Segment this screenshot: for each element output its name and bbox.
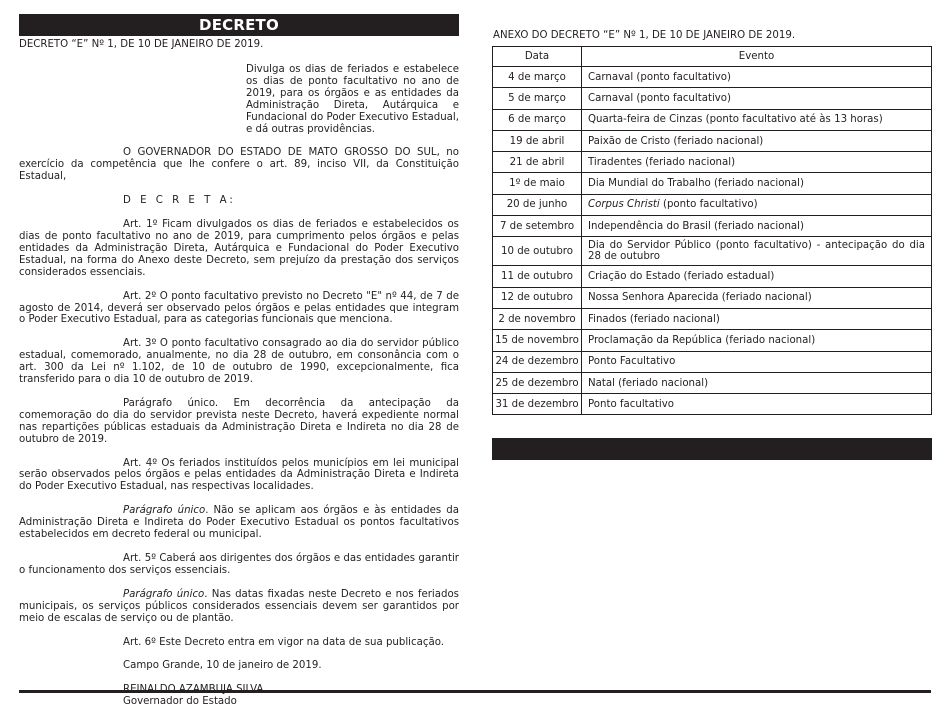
bottom-rule [19, 690, 931, 693]
decree-summary: Divulga os dias de feriados e estabelece os dias de ponto facultativo no ano de 2019, para os órgãos e as entidades da Administração Direta, Autárquica e Fundacional do Poder Executivo Estadual, e dá outras providências. [246, 64, 459, 135]
table-row [493, 330, 932, 351]
cell-event: Quarta-feira de Cinzas (ponto facultativo até às 13 horas) [582, 109, 932, 130]
table-row [493, 351, 932, 372]
table-row [493, 394, 932, 415]
table-row [493, 109, 932, 130]
table-row [493, 173, 932, 194]
cell-event: Nossa Senhora Aparecida (feriado nacional) [582, 287, 932, 308]
cell-event: Tiradentes (feriado nacional) [582, 152, 932, 173]
cell-event: Carnaval (ponto facultativo) [582, 67, 932, 88]
cell-date: 7 de setembro [493, 216, 582, 237]
cell-date: 11 de outubro [493, 266, 582, 287]
table-row [493, 130, 932, 151]
cell-date: 2 de novembro [493, 308, 582, 329]
article-5-paragraph [19, 589, 459, 625]
cell-event: Ponto Facultativo [582, 351, 932, 372]
annex-title: ANEXO DO DECRETO “E” Nº 1, DE 10 DE JANEIRO DE 2019. [493, 30, 796, 41]
signer-title: Governador do Estado [123, 696, 237, 708]
event-text: (ponto facultativo) [659, 199, 758, 211]
table-row [493, 88, 932, 109]
cell-date: 25 de dezembro [493, 372, 582, 393]
article-5: Art. 5º Caberá aos dirigentes dos órgãos e das entidades garantir o funcionamento dos serviços essenciais. [19, 553, 459, 576]
cell-date: 10 de outubro [493, 237, 582, 266]
table-row [493, 216, 932, 237]
annex-column [492, 30, 932, 415]
decree-preamble: O GOVERNADOR DO ESTADO DE MATO GROSSO DO SUL, no exercício da competência que lhe confere o art. 89, inciso VII, da Constituição Estadual, [19, 147, 459, 183]
cell-event: Ponto facultativo [582, 394, 932, 415]
table-row [493, 237, 932, 266]
table-row [493, 287, 932, 308]
table-header-row [493, 47, 932, 67]
cell-event [582, 194, 932, 215]
event-italic-text: Corpus Christi [588, 199, 660, 211]
cell-date: 20 de junho [493, 194, 582, 215]
cell-date: 12 de outubro [493, 287, 582, 308]
cell-date: 5 de março [493, 88, 582, 109]
article-2: Art. 2º O ponto facultativo previsto no Decreto "E" nº 44, de 7 de agosto de 2014, deverá ser observado pelos órgãos e pelas entidades que integram o Poder Executivo Estadual, para as categorias funcionais que menciona. [19, 290, 459, 326]
cell-event: Finados (feriado nacional) [582, 308, 932, 329]
paragraph-label: Parágrafo único [123, 505, 206, 517]
article-6: Art. 6º Este Decreto entra em vigor na data de sua publicação. [123, 636, 444, 648]
cell-event: Paixão de Cristo (feriado nacional) [582, 130, 932, 151]
table-row [493, 194, 932, 215]
column-header-event: Evento [582, 47, 932, 67]
cell-event: Proclamação da República (feriado nacional) [582, 330, 932, 351]
cell-event: Dia Mundial do Trabalho (feriado nacional) [582, 173, 932, 194]
holidays-table [492, 46, 932, 415]
paragraph-label: Parágrafo único [123, 588, 205, 600]
cell-event: Independência do Brasil (feriado nacional) [582, 216, 932, 237]
decree-column [19, 14, 459, 708]
decree-number: DECRETO “E” Nº 1, DE 10 DE JANEIRO DE 2019. [19, 39, 264, 50]
paragraph-text: . Não se aplicam aos órgãos e às entidades da Administração Direta e Indireta do Poder Executivo Estadual os pontos facultativos estabelecidos em decreto federal ou municipal. [19, 505, 459, 541]
cell-event: Natal (feriado nacional) [582, 372, 932, 393]
table-row [493, 308, 932, 329]
paragraph-text: . Nas datas fixadas neste Decreto e nos feriados municipais, os serviços públicos considerados essenciais devem ser garantidos por meio de escalas de serviço ou de plantão. [19, 588, 459, 624]
section-divider-bar [492, 438, 932, 460]
cell-event: Carnaval (ponto facultativo) [582, 88, 932, 109]
cell-date: 24 de dezembro [493, 351, 582, 372]
table-row [493, 67, 932, 88]
article-4-paragraph [19, 505, 459, 541]
cell-date: 21 de abril [493, 152, 582, 173]
table-row [493, 266, 932, 287]
section-title-bar: DECRETO [19, 14, 459, 36]
place-date: Campo Grande, 10 de janeiro de 2019. [123, 660, 322, 672]
cell-event: Dia do Servidor Público (ponto facultativo) - antecipação do dia 28 de outubro [582, 237, 932, 266]
table-row [493, 372, 932, 393]
cell-date: 6 de março [493, 109, 582, 130]
cell-date: 4 de março [493, 67, 582, 88]
article-3-paragraph: Parágrafo único. Em decorrência da antecipação da comemoração do dia do servidor prevista neste Decreto, haverá expediente normal nas repartições públicas estaduais da Administração Direta e Indireta no dia 28 de outubro de 2019. [19, 397, 459, 445]
article-3: Art. 3º O ponto facultativo consagrado ao dia do servidor público estadual, comemorado, anualmente, no dia 28 de outubro, em consonância com o art. 300 da Lei nº 1.102, de 10 de outubro de 1990, excepcionalmente, fica transferido para o dia 10 de outubro de 2019. [19, 338, 459, 386]
cell-date: 31 de dezembro [493, 394, 582, 415]
article-4: Art. 4º Os feriados instituídos pelos municípios em lei municipal serão observados pelos órgãos e pelas entidades da Administração Direta e Indireta do Poder Executivo Estadual, nas respectivas localidades. [19, 457, 459, 493]
decreta-heading: D E C R E T A: [123, 195, 236, 207]
table-row [493, 152, 932, 173]
column-header-date: Data [493, 47, 582, 67]
cell-date: 1º de maio [493, 173, 582, 194]
article-1: Art. 1º Ficam divulgados os dias de feriados e estabelecidos os dias de ponto facultativo no ano de 2019, para cumprimento pelos órgãos e pelas entidades da Administração Direta, Autárquica e Fundacional do Poder Executivo Estadual, na forma do Anexo deste Decreto, sem prejuízo da prestação dos serviços considerados essenciais. [19, 219, 459, 278]
cell-date: 15 de novembro [493, 330, 582, 351]
cell-event: Criação do Estado (feriado estadual) [582, 266, 932, 287]
cell-date: 19 de abril [493, 130, 582, 151]
